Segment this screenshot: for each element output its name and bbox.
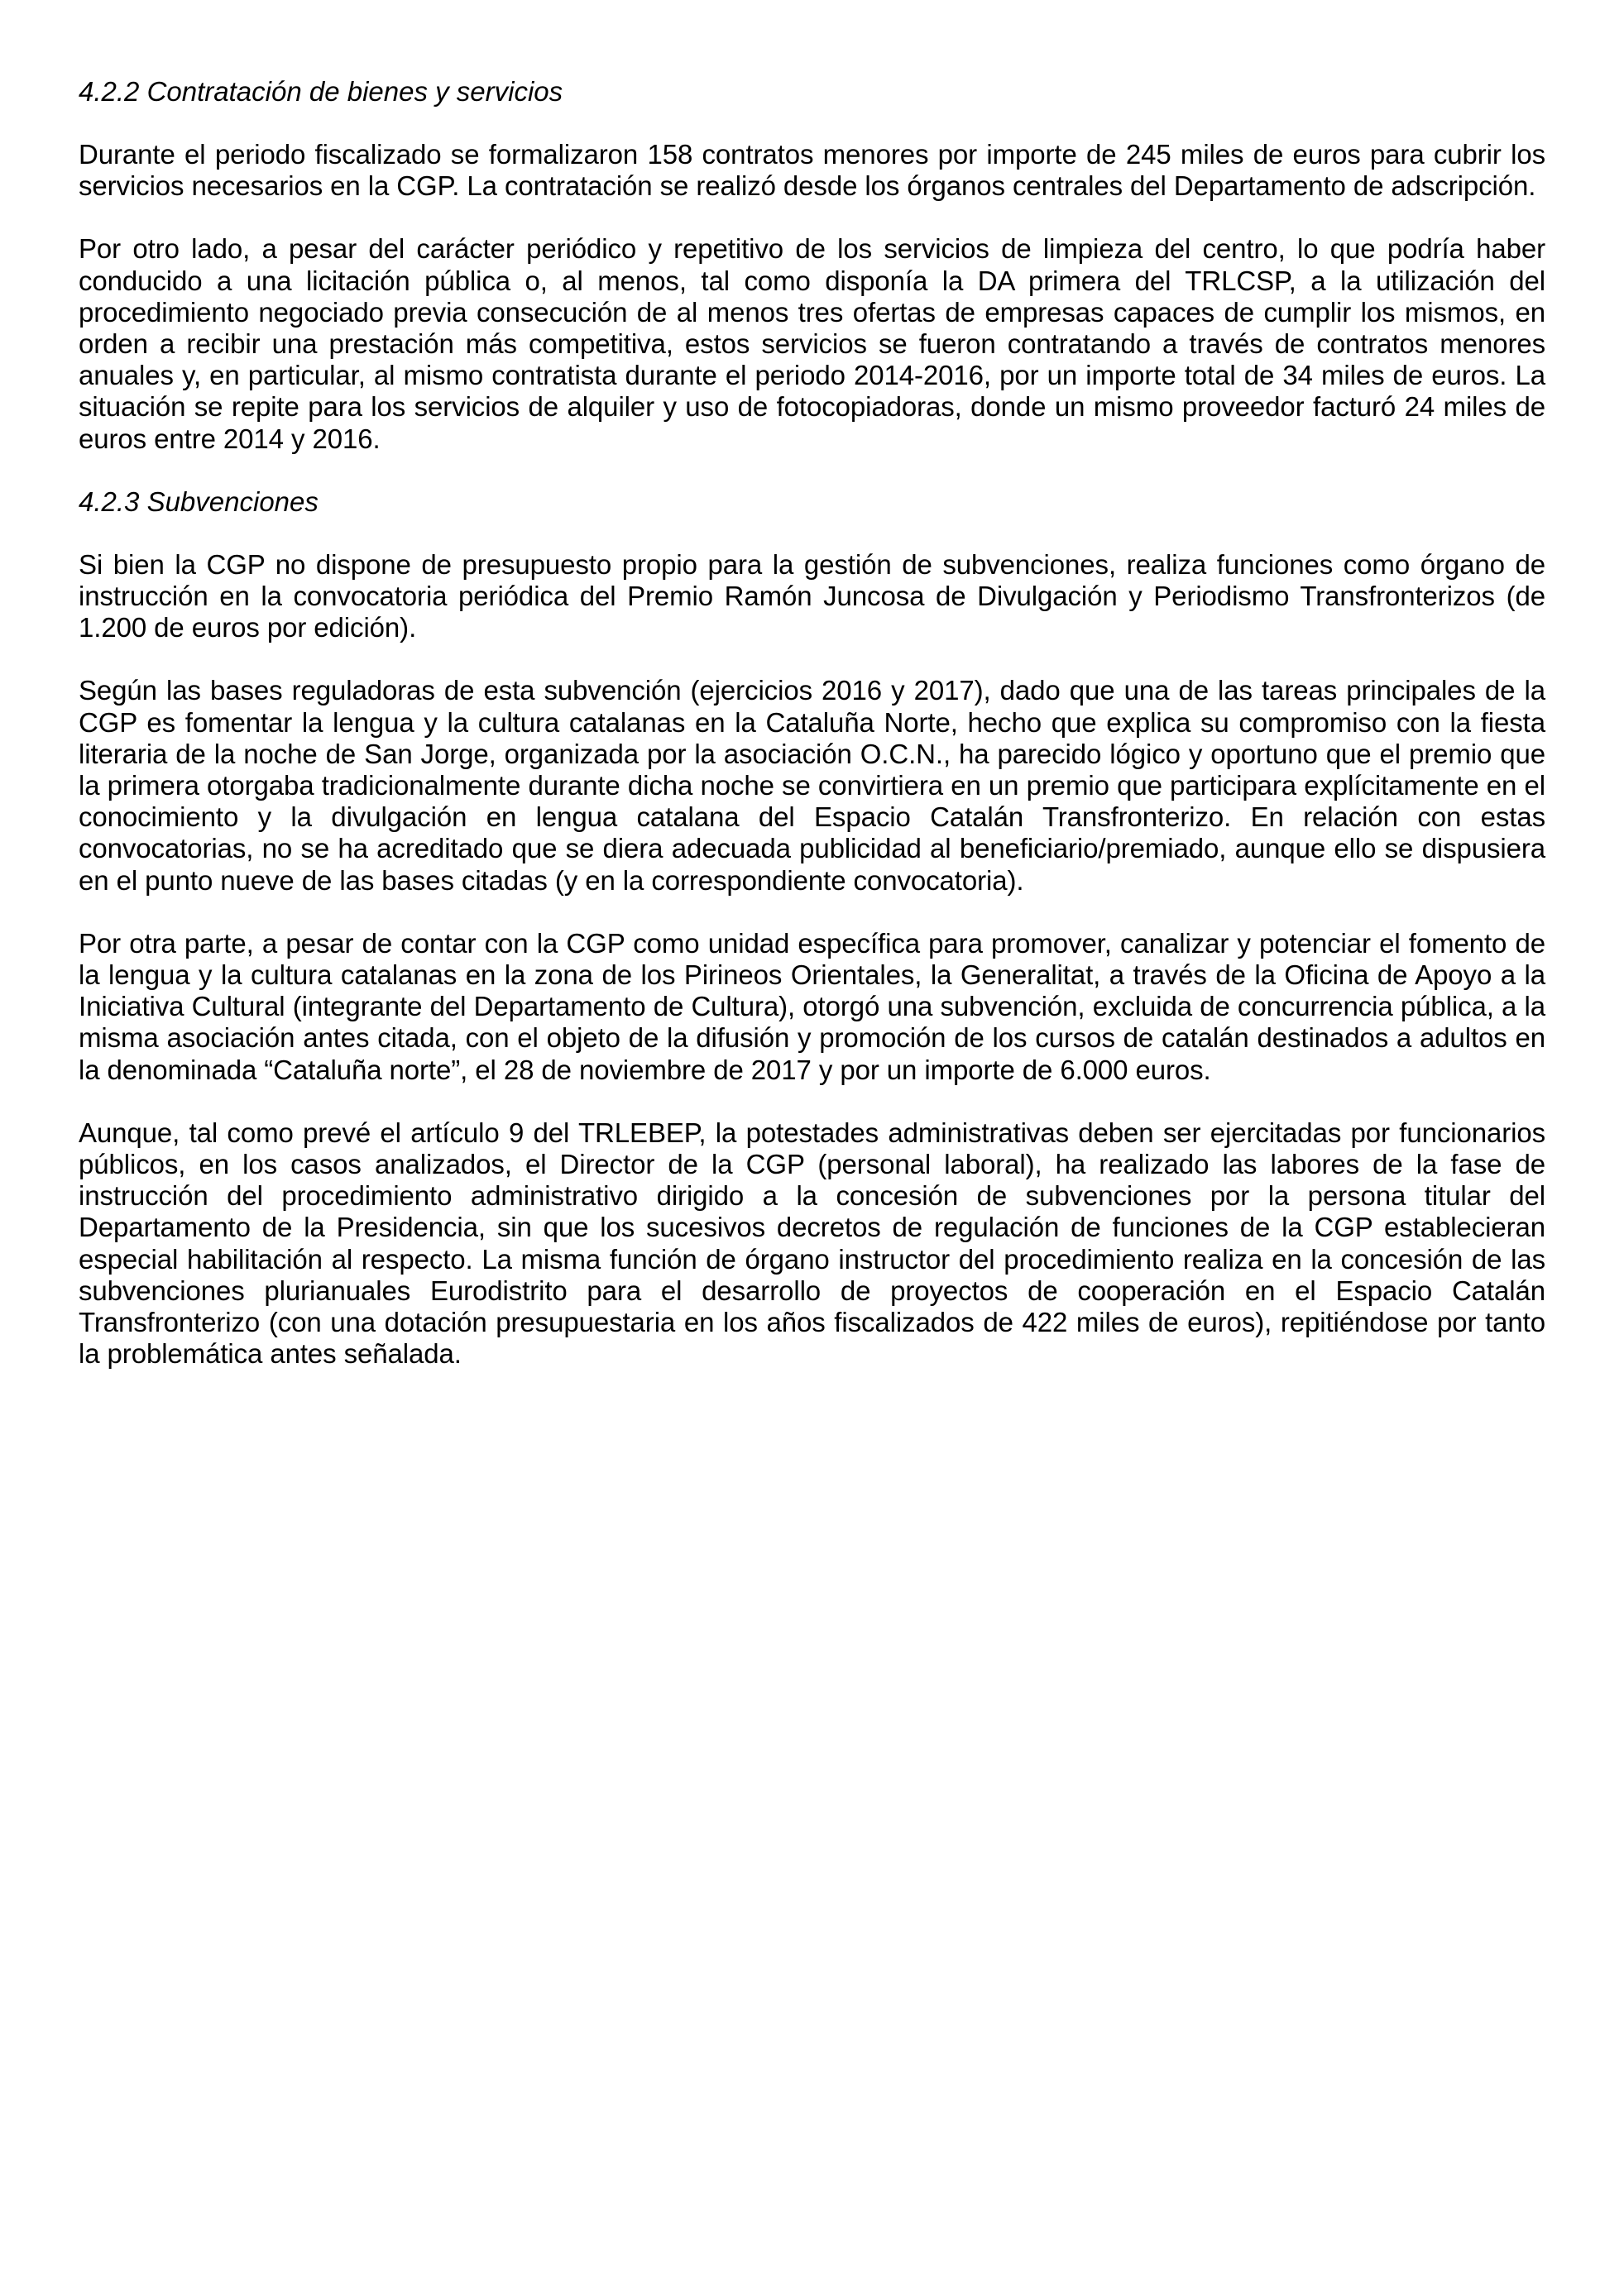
paragraph: Aunque, tal como prevé el artículo 9 del TRLEBEP, la potestades administrativas deben ser ejercitadas por funcionarios públicos, en los casos analizados, el Director de la CGP (personal laboral), ha realizado las labores de la fase de instrucción del procedimiento administrativo dirigido a la concesión de subvenciones por la persona titular del Departamento de la Presidencia, sin que los sucesivos decretos de regulación de funciones de la CGP establecieran especial habilitación al respecto. La misma función de órgano instructor del procedimiento realiza en la concesión de las subvenciones plurianuales Eurodistrito para el desarrollo de proyectos de cooperación en el Espacio Catalán Transfronterizo (con una dotación presupuestaria en los años fiscalizados de 422 miles de euros), repitiéndose por tanto la problemática antes señalada. [79, 1117, 1545, 1370]
paragraph: Por otro lado, a pesar del carácter periódico y repetitivo de los servicios de limpieza del centro, lo que podría haber conducido a una licitación pública o, al menos, tal como disponía la DA primera del TRLCSP, a la utilización del procedimiento negociado previa consecución de al menos tres ofertas de empresas capaces de cumplir los mismos, en orden a recibir una prestación más competitiva, estos servicios se fueron contratando a través de contratos menores anuales y, en particular, al mismo contratista durante el periodo 2014-2016, por un importe total de 34 miles de euros. La situación se repite para los servicios de alquiler y uso de fotocopiadoras, donde un mismo proveedor facturó 24 miles de euros entre 2014 y 2016. [79, 233, 1545, 454]
paragraph: Por otra parte, a pesar de contar con la CGP como unidad específica para promover, canalizar y potenciar el fomento de la lengua y la cultura catalanas en la zona de los Pirineos Orientales, la Generalitat, a través de la Oficina de Apoyo a la Iniciativa Cultural (integrante del Departamento de Cultura), otorgó una subvención, excluida de concurrencia pública, a la misma asociación antes citada, con el objeto de la difusión y promoción de los cursos de catalán destinados a adultos en la denominada “Cataluña norte”, el 28 de noviembre de 2017 y por un importe de 6.000 euros. [79, 927, 1545, 1085]
section-contratacion [79, 76, 1545, 455]
paragraph: Si bien la CGP no dispone de presupuesto propio para la gestión de subvenciones, realiza funciones como órgano de instrucción en la convocatoria periódica del Premio Ramón Juncosa de Divulgación y Periodismo Transfronterizos (de 1.200 de euros por edición). [79, 548, 1545, 643]
section-heading: 4.2.2 Contratación de bienes y servicios [79, 76, 563, 107]
paragraph: Según las bases reguladoras de esta subvención (ejercicios 2016 y 2017), dado que una de las tareas principales de la CGP es fomentar la lengua y la cultura catalanas en la Cataluña Norte, hecho que explica su compromiso con la fiesta literaria de la noche de San Jorge, organizada por la asociación O.C.N., ha parecido lógico y oportuno que el premio que la primera otorgaba tradicionalmente durante dicha noche se convirtiera en un premio que participara explícitamente en el conocimiento y la divulgación en lengua catalana del Espacio Catalán Transfronterizo. En relación con estas convocatorias, no se ha acreditado que se diera adecuada publicidad al beneficiario/premiado, aunque ello se dispusiera en el punto nueve de las bases citadas (y en la correspondiente convocatoria). [79, 675, 1545, 896]
section-heading: 4.2.3 Subvenciones [79, 486, 319, 517]
paragraph: Durante el periodo fiscalizado se formalizaron 158 contratos menores por importe de 245 miles de euros para cubrir los servicios necesarios en la CGP. La contratación se realizó desde los órganos centrales del Departamento de adscripción. [79, 139, 1545, 202]
document-page [79, 76, 1545, 1402]
section-subvenciones [79, 486, 1545, 1370]
